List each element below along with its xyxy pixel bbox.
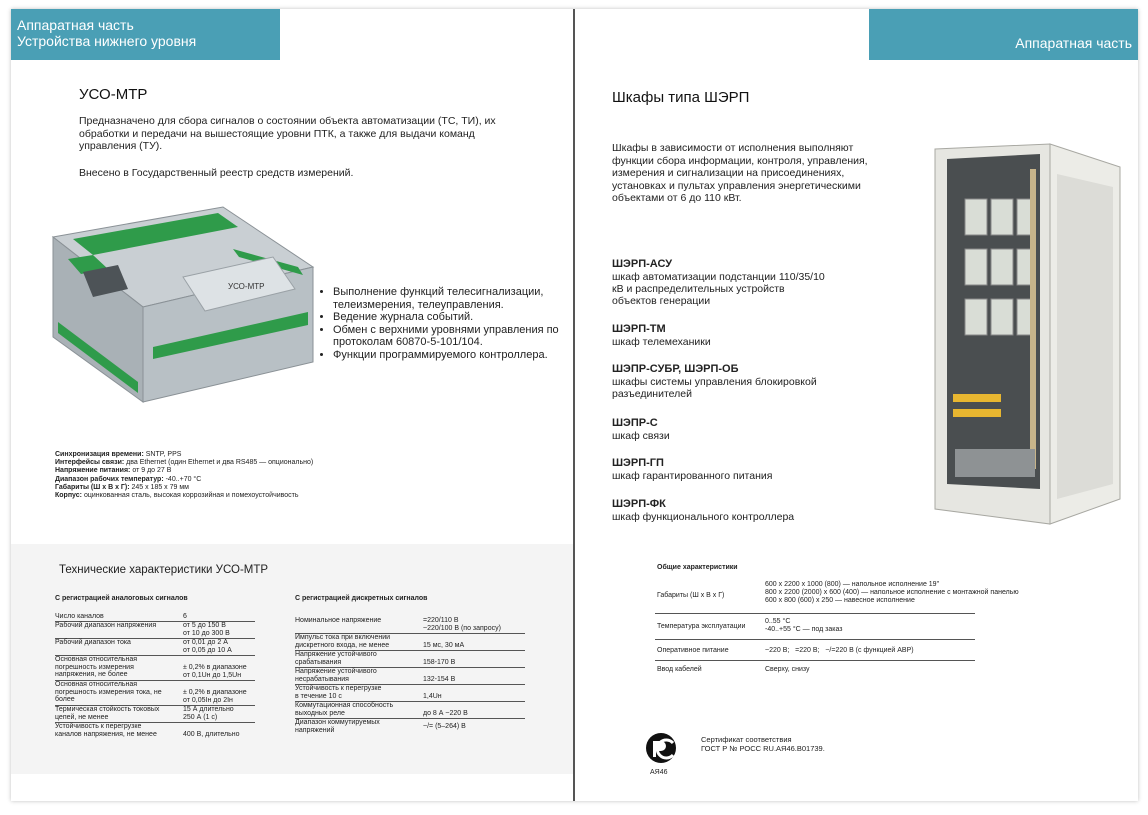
cabinet-entry: ШЭРП-АСУ шкаф автоматизации подстанции 110/35/10 кВ и распределительных устройств объектов генерации	[612, 258, 825, 307]
right-header-banner	[869, 9, 1138, 60]
table-row: Рабочий диапазон тока от 0,01 до 2 А от 0,05 до 10 А	[55, 639, 255, 656]
cabinet-entry: ШЭРП-ГП шкаф гарантированного питания	[612, 457, 773, 482]
spec-line: Диапазон рабочих температур: -40..+70 °С	[55, 475, 202, 483]
rst-logo	[643, 731, 683, 767]
spec-line: Интерфейсы связи: два Ethernet (один Ethernet и два RS485 — опционально)	[55, 459, 314, 467]
list-item: • Обмен с верхними уровнями управления по протоколам 60870-5-101/104.	[333, 324, 568, 349]
tech-spec-title: Технические характеристики УСО-МТР	[59, 564, 269, 576]
table-row: Число каналов 6	[55, 613, 255, 622]
spec-list	[55, 451, 505, 500]
cabinet-entry: ШЭРП-ФК шкаф функционального контроллера	[612, 498, 795, 523]
page-title: Шкафы типа ШЭРП	[612, 89, 750, 106]
page-title: УСО-МТР	[79, 86, 148, 103]
table-row: Диапазон коммутируемых напряжений ~/= (5–264) В	[295, 719, 466, 734]
registry-text: Внесено в Государственный реестр средств измерений.	[79, 167, 354, 179]
cabinet-entry: ШЭПР-СУБР, ШЭРП-ОБ шкафы системы управления блокировкой разъединителей	[612, 363, 817, 400]
table-row: Основная относительная погрешность измерения тока, не более ± 0,2% в диапазоне от 0,05Iн до 2Iн	[55, 681, 255, 706]
table-row: Номинальное напряжение =220/110 В ~220/100 В (по запросу)	[295, 617, 525, 634]
left-page	[11, 9, 573, 801]
table-row: Габариты (Ш х В х Г) 600 х 2200 х 1000 (800) — напольное исполнение 19" 800 х 2200 (2000) х 600 (400) — напольное исполнение с монтажной панелью 600 х 800 (600) х 250 — навесное исполнение	[655, 579, 975, 614]
table-row: Оперативное питание ~220 В; =220 В; ~/=220 В (с функцией АВР)	[655, 642, 975, 661]
right-page	[575, 9, 1138, 801]
table-row: Напряжение устойчивого несрабатывания 132-154 В	[295, 668, 525, 685]
table-row: Устойчивость к перегрузке в течение 10 с 1,4Uн	[295, 685, 525, 702]
right-header-text: Аппаратная часть	[1015, 35, 1132, 51]
table-row: Напряжение устойчивого срабатывания 158-170 В	[295, 651, 525, 668]
spec-line: Напряжение питания: от 9 до 27 В	[55, 467, 172, 475]
cabinet-entry: ШЭПР-С шкаф связи	[612, 417, 670, 442]
feature-list	[319, 286, 568, 361]
table-row: Коммутационная способность выходных реле до 8 А ~220 В	[295, 702, 525, 719]
uso-mtr-device-image	[33, 197, 318, 412]
table-row: Устойчивость к перегрузке каналов напряжения, не менее 400 В, длительно	[55, 723, 240, 738]
table-row: Основная относительная погрешность измерения напряжения, не более ± 0,2% в диапазоне от 0,1Uн до 1,5Uн	[55, 656, 255, 681]
table-row: Импульс тока при включении дискретного входа, не менее 15 мс, 30 мА	[295, 634, 525, 651]
table-row: Температура эксплуатации 0..55 °С -40..+55 °С — под заказ	[655, 615, 975, 640]
cabinet-image	[925, 139, 1125, 529]
intro-text: Предназначено для сбора сигналов о состоянии объекта автоматизации (ТС, ТИ), их обработки и передачи на вышестоящие уровни ПТК, а также для выдачи команд управления (ТУ).	[79, 115, 496, 152]
left-header-banner	[11, 9, 280, 60]
table-row: Ввод кабелей Сверху, снизу	[657, 666, 810, 673]
cabinet-entry: ШЭРП-ТМ шкаф телемеханики	[612, 323, 711, 348]
certificate-text: Сертификат соответствия ГОСТ Р № РОСС RU.АЯ46.В01739.	[701, 735, 825, 753]
spec-line: Синхронизация времени: SNTP, PPS	[55, 451, 182, 458]
spec-line: Корпус: оцинкованная сталь, высокая коррозийная и помехоустойчивость	[55, 492, 299, 500]
general-title: Общие характеристики	[657, 564, 738, 571]
left-header-line1: Аппаратная часть	[17, 17, 134, 33]
left-header-line2: Устройства нижнего уровня	[17, 33, 197, 49]
certificate-code: АЯ46	[650, 769, 668, 776]
list-item: • Ведение журнала событий.	[333, 311, 568, 324]
list-item: • Функции программируемого контроллера.	[333, 349, 568, 362]
table-row: Термическая стойкость токовых цепей, не менее 15 А длительно 250 А (1 с)	[55, 706, 255, 723]
device-label: УСО-МТР	[228, 282, 265, 291]
table-row: Рабочий диапазон напряжения от 5 до 150 В от 10 до 300 В	[55, 622, 255, 639]
spec-line: Габариты (Ш х В х Г): 245 х 185 х 79 мм	[55, 483, 189, 491]
brochure-spread	[11, 9, 1138, 801]
tech-spec-panel	[11, 544, 573, 774]
list-item: • Выполнение функций телесигнализации, телеизмерения, телеуправления.	[333, 286, 568, 311]
analog-table	[55, 613, 255, 739]
analog-table-title: С регистрацией аналоговых сигналов	[55, 595, 188, 602]
discrete-table-title: С регистрацией дискретных сигналов	[295, 595, 428, 602]
intro-text: Шкафы в зависимости от исполнения выполняют функции сбора информации, контроля, управления, измерения и сигнализации на присоединениях, установках и пультах управления энергетическими объектами от 6 до 110 кВт.	[612, 142, 868, 204]
discrete-table	[295, 617, 525, 735]
